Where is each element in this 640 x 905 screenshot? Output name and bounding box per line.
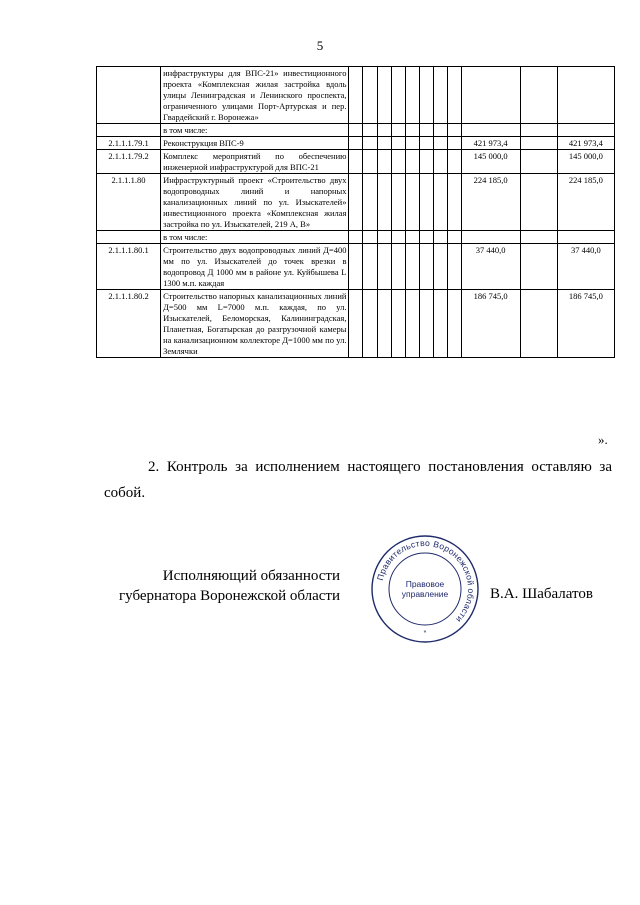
row-empty-cell bbox=[377, 231, 391, 244]
row-empty-cell bbox=[391, 124, 405, 137]
row-empty-cell bbox=[520, 150, 557, 174]
row-empty-cell bbox=[349, 290, 363, 358]
row-empty-cell bbox=[377, 174, 391, 231]
row-empty-cell bbox=[349, 231, 363, 244]
row-empty-cell bbox=[419, 290, 433, 358]
signature-title bbox=[110, 566, 340, 606]
row-empty-cell bbox=[405, 150, 419, 174]
row-empty-cell bbox=[377, 124, 391, 137]
row-empty-cell bbox=[377, 67, 391, 124]
row-name-cell: в том числе: bbox=[161, 231, 349, 244]
row-value-cell: 421 973,4 bbox=[461, 137, 520, 150]
row-empty-cell bbox=[419, 137, 433, 150]
row-empty-cell bbox=[349, 67, 363, 124]
budget-table bbox=[96, 66, 615, 358]
row-empty-cell bbox=[363, 174, 377, 231]
row-empty-cell bbox=[419, 124, 433, 137]
row-empty-cell bbox=[405, 137, 419, 150]
row-empty-cell bbox=[349, 137, 363, 150]
row-empty-cell bbox=[405, 244, 419, 290]
table-row bbox=[97, 124, 615, 137]
row-empty-cell bbox=[447, 290, 461, 358]
row-code-cell: 2.1.1.1.80.2 bbox=[97, 290, 161, 358]
row-name-cell: Строительство напорных канализационных линий Д=500 мм L=7000 м.п. каждая, по ул. Изыскателей, Беломорская, Калининградская, Планетная, Богатырская до разгрузочной камеры на канализационном коллекторе Д=1000 мм по ул. Землячки bbox=[161, 290, 349, 358]
row-empty-cell bbox=[391, 67, 405, 124]
row-empty-cell bbox=[520, 174, 557, 231]
row-empty-cell bbox=[433, 124, 447, 137]
row-empty-cell bbox=[377, 137, 391, 150]
row-empty-cell bbox=[349, 150, 363, 174]
row-total-cell: 186 745,0 bbox=[557, 290, 614, 358]
row-empty-cell bbox=[520, 137, 557, 150]
row-empty-cell bbox=[349, 174, 363, 231]
row-empty-cell bbox=[391, 290, 405, 358]
page-number: 5 bbox=[316, 38, 324, 53]
row-empty-cell bbox=[433, 231, 447, 244]
row-value-cell: 186 745,0 bbox=[461, 290, 520, 358]
row-empty-cell bbox=[405, 231, 419, 244]
row-empty-cell bbox=[349, 124, 363, 137]
row-empty-cell bbox=[433, 67, 447, 124]
row-empty-cell bbox=[405, 290, 419, 358]
seal-center-line2: управление bbox=[401, 589, 449, 599]
row-code-cell bbox=[97, 67, 161, 124]
row-empty-cell bbox=[447, 150, 461, 174]
row-empty-cell bbox=[433, 290, 447, 358]
row-code-cell: 2.1.1.1.80.1 bbox=[97, 244, 161, 290]
row-code-cell: 2.1.1.1.79.1 bbox=[97, 137, 161, 150]
row-empty-cell bbox=[520, 67, 557, 124]
row-name-cell: Инфраструктурный проект «Строительство двух водопроводных линий и напорных канализационных линий по ул. Изыскателей» инвестиционного проекта «Комплексная жилая застройка по ул. Изыскателей, 219 А, В» bbox=[161, 174, 349, 231]
row-empty-cell bbox=[391, 244, 405, 290]
row-empty-cell bbox=[419, 231, 433, 244]
closing-quote: ». bbox=[598, 432, 608, 447]
seal-center-line1: Правовое bbox=[405, 579, 445, 589]
row-empty-cell bbox=[363, 244, 377, 290]
row-name-cell: Комплекс мероприятий по обеспечению инженерной инфраструктурой для ВПС-21 bbox=[161, 150, 349, 174]
table-row bbox=[97, 244, 615, 290]
row-empty-cell bbox=[349, 244, 363, 290]
table-body bbox=[97, 67, 615, 358]
row-total-cell: 224 185,0 bbox=[557, 174, 614, 231]
row-value-cell: 37 440,0 bbox=[461, 244, 520, 290]
row-empty-cell bbox=[520, 244, 557, 290]
signature-title-line1: Исполняющий обязанности bbox=[162, 568, 340, 584]
table-row bbox=[97, 67, 615, 124]
row-empty-cell bbox=[447, 124, 461, 137]
row-empty-cell bbox=[363, 67, 377, 124]
row-code-cell bbox=[97, 124, 161, 137]
row-empty-cell bbox=[391, 150, 405, 174]
row-empty-cell bbox=[419, 67, 433, 124]
row-code-cell: 2.1.1.1.79.2 bbox=[97, 150, 161, 174]
row-name-cell: Строительство двух водопроводных линий Д=400 мм по ул. Изыскателей до точек врезки в водопровод Д 1000 мм в районе ул. Куйбышева L 1300 м.п. каждая bbox=[161, 244, 349, 290]
row-name-cell: Реконструкция ВПС-9 bbox=[161, 137, 349, 150]
row-name-cell: в том числе: bbox=[161, 124, 349, 137]
row-empty-cell bbox=[377, 244, 391, 290]
row-empty-cell bbox=[433, 174, 447, 231]
table-row bbox=[97, 137, 615, 150]
row-empty-cell bbox=[447, 137, 461, 150]
row-empty-cell bbox=[363, 231, 377, 244]
table-row bbox=[97, 231, 615, 244]
table-row bbox=[97, 174, 615, 231]
row-empty-cell bbox=[433, 137, 447, 150]
signature-title-line2: губернатора Воронежской области bbox=[119, 588, 340, 604]
table-row bbox=[97, 290, 615, 358]
row-empty-cell bbox=[447, 244, 461, 290]
row-empty-cell bbox=[433, 150, 447, 174]
row-value-cell: 224 185,0 bbox=[461, 174, 520, 231]
row-empty-cell bbox=[391, 137, 405, 150]
row-value-cell bbox=[461, 67, 520, 124]
row-empty-cell bbox=[433, 244, 447, 290]
row-code-cell bbox=[97, 231, 161, 244]
row-name-cell: инфраструктуры для ВПС-21» инвестиционного проекта «Комплексная жилая застройка вдоль улицы Ленинградская и Ленинского проспекта, ограниченного улицами Порт-Артурская и пер. Гвардейский г. Воронежа» bbox=[161, 67, 349, 124]
row-empty-cell bbox=[377, 150, 391, 174]
row-empty-cell bbox=[447, 174, 461, 231]
row-empty-cell bbox=[405, 67, 419, 124]
row-empty-cell bbox=[419, 244, 433, 290]
row-empty-cell bbox=[363, 137, 377, 150]
row-empty-cell bbox=[419, 174, 433, 231]
row-total-cell bbox=[557, 67, 614, 124]
row-empty-cell bbox=[405, 124, 419, 137]
row-value-cell bbox=[461, 124, 520, 137]
row-empty-cell bbox=[520, 290, 557, 358]
seal-star-icon: * bbox=[423, 630, 427, 637]
row-empty-cell bbox=[391, 231, 405, 244]
signature-name: В.А. Шабалатов bbox=[490, 586, 593, 602]
row-empty-cell bbox=[405, 174, 419, 231]
row-empty-cell bbox=[391, 174, 405, 231]
row-total-cell: 37 440,0 bbox=[557, 244, 614, 290]
row-code-cell: 2.1.1.1.80 bbox=[97, 174, 161, 231]
row-empty-cell bbox=[447, 231, 461, 244]
row-empty-cell bbox=[363, 124, 377, 137]
row-value-cell: 145 000,0 bbox=[461, 150, 520, 174]
row-total-cell bbox=[557, 231, 614, 244]
row-total-cell: 145 000,0 bbox=[557, 150, 614, 174]
row-empty-cell bbox=[419, 150, 433, 174]
row-empty-cell bbox=[520, 231, 557, 244]
official-seal-stamp bbox=[370, 534, 480, 644]
row-empty-cell bbox=[520, 124, 557, 137]
row-empty-cell bbox=[363, 290, 377, 358]
control-paragraph: 2. Контроль за исполнением настоящего постановления оставляю за собой. bbox=[104, 459, 612, 501]
row-empty-cell bbox=[377, 290, 391, 358]
table-row bbox=[97, 150, 615, 174]
row-total-cell bbox=[557, 124, 614, 137]
row-total-cell: 421 973,4 bbox=[557, 137, 614, 150]
row-value-cell bbox=[461, 231, 520, 244]
row-empty-cell bbox=[447, 67, 461, 124]
seal-ring-text: Правительство Воронежской области bbox=[374, 537, 477, 625]
row-empty-cell bbox=[363, 150, 377, 174]
